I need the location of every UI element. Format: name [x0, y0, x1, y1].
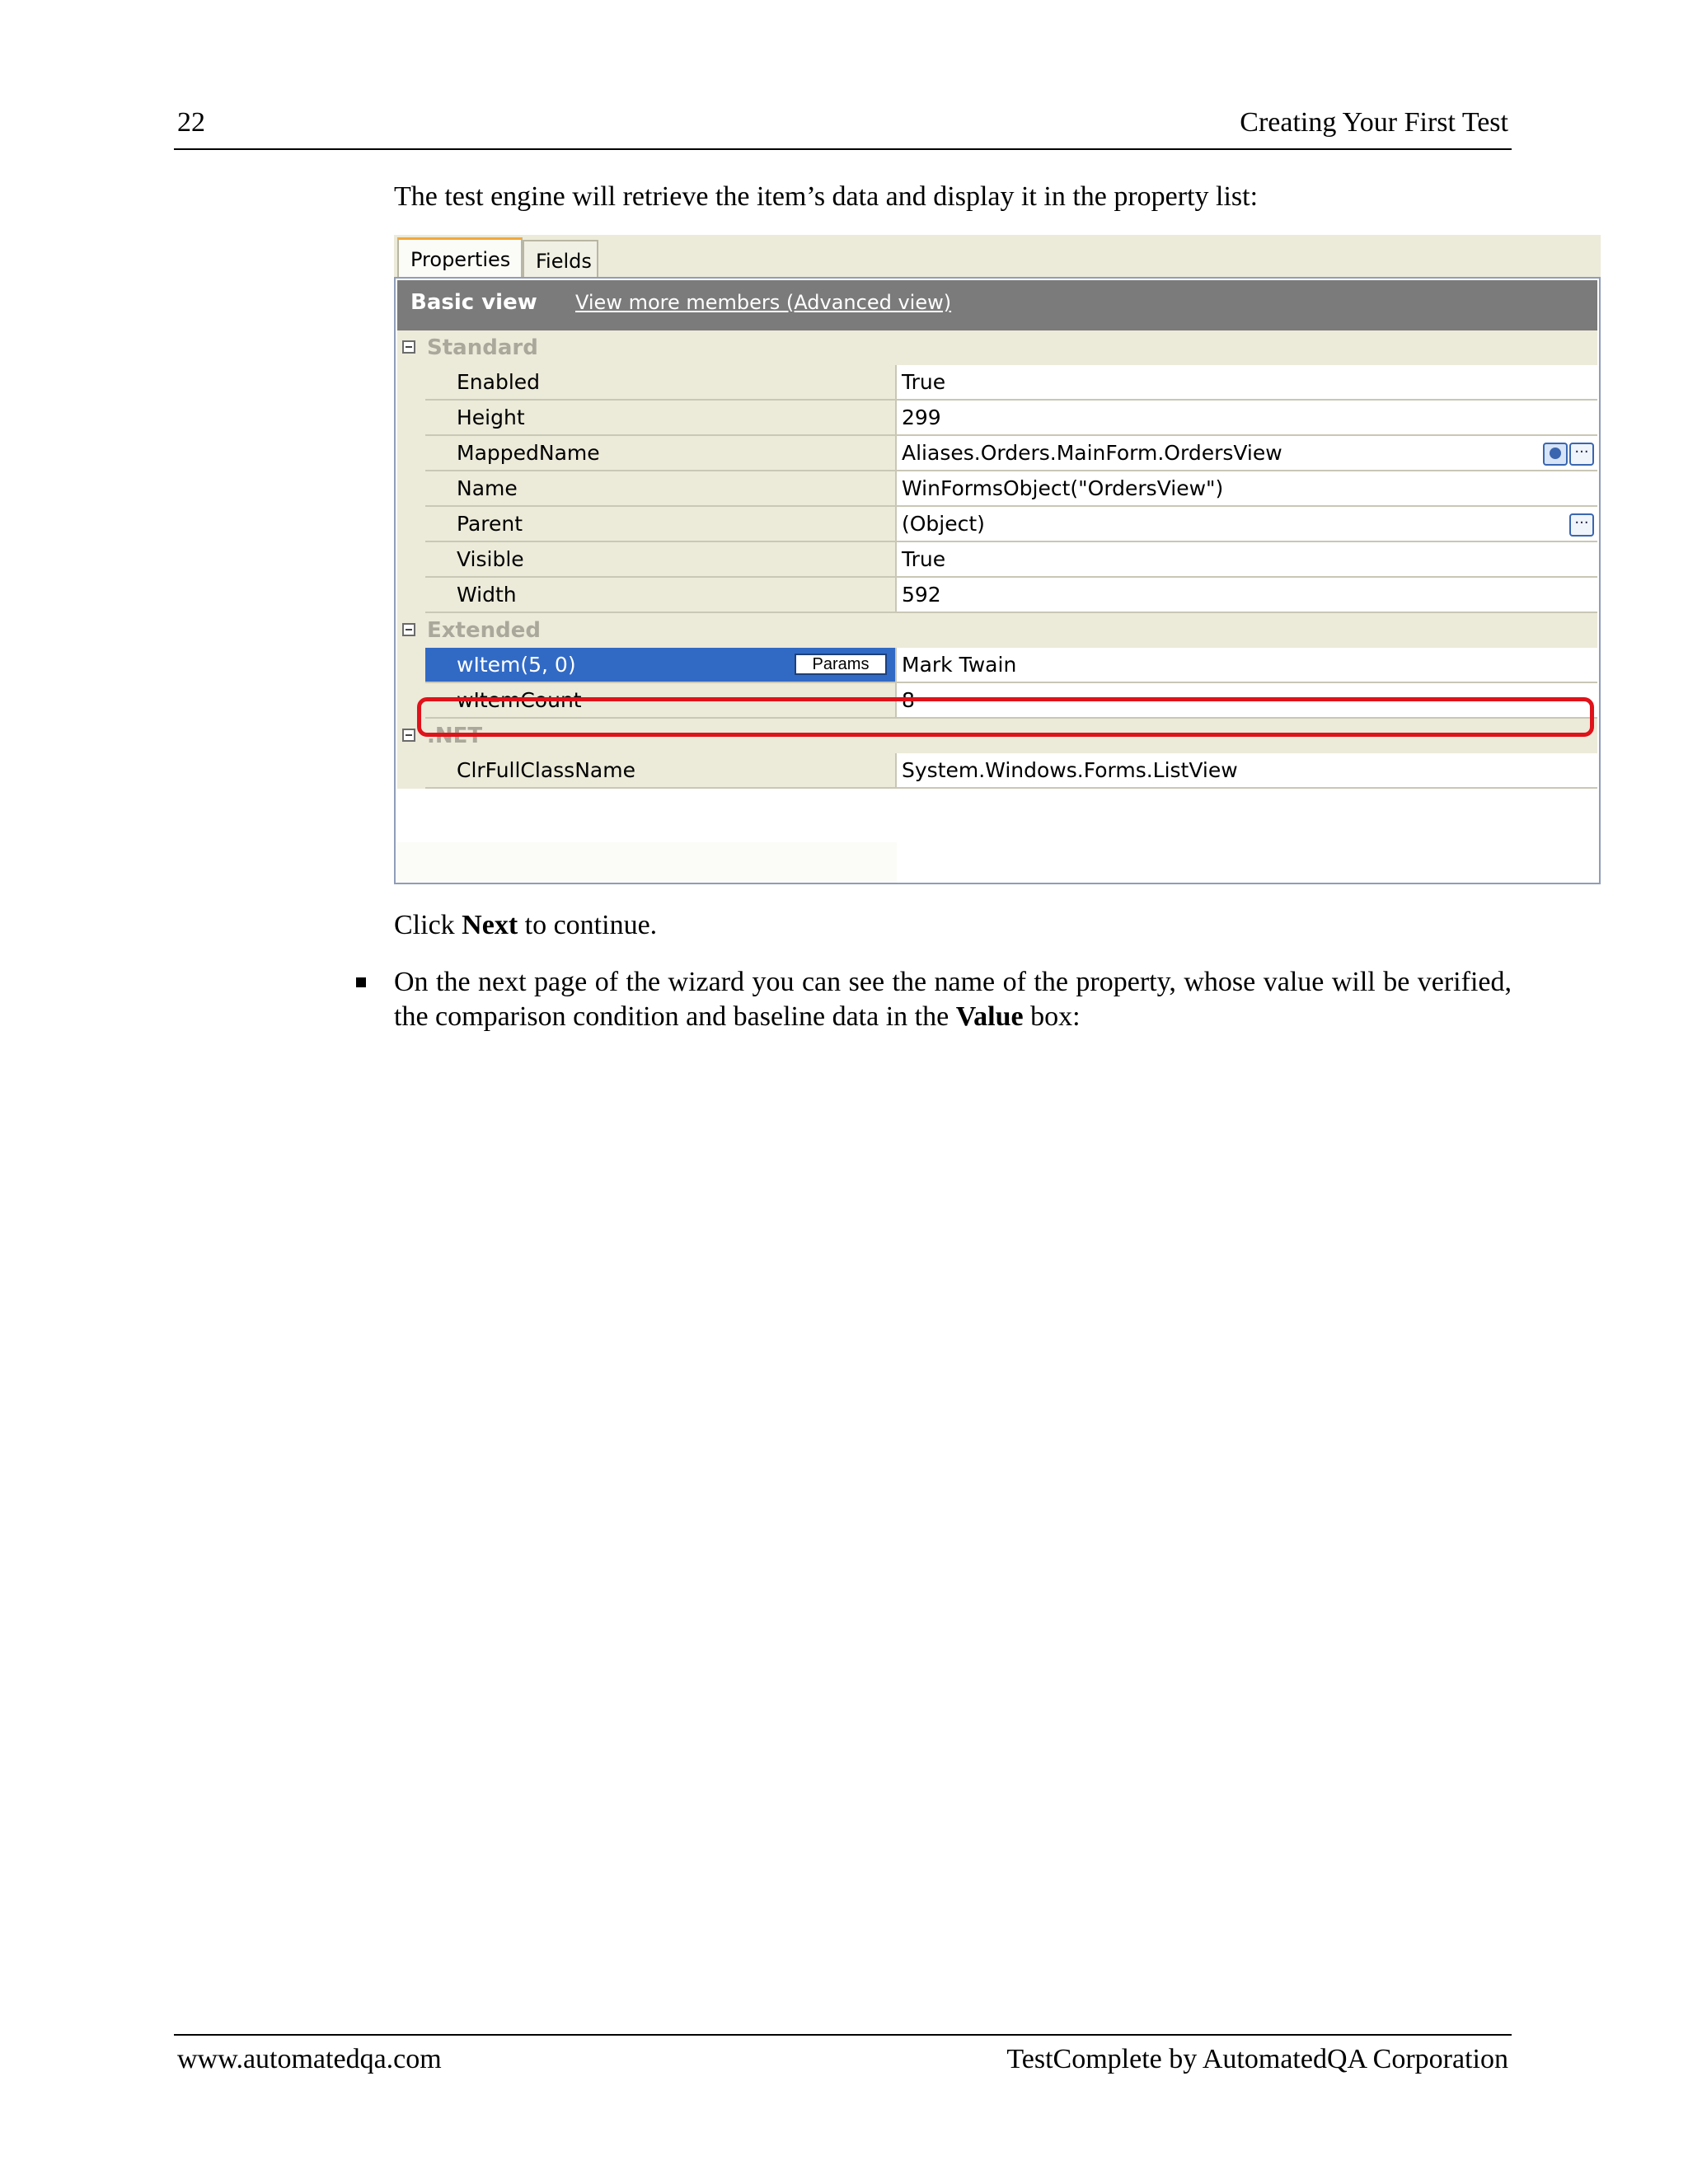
property-name: Visible [425, 542, 895, 578]
property-name: ClrFullClassName [425, 753, 895, 789]
tab-fields[interactable]: Fields [523, 240, 598, 279]
property-name: Width [425, 578, 895, 613]
property-value[interactable]: 8 [895, 683, 1597, 719]
collapse-icon[interactable] [402, 729, 415, 742]
property-row-witem[interactable] [397, 648, 1597, 683]
footer-product: TestComplete by AutomatedQA Corporation [1006, 2044, 1508, 2074]
intro-paragraph: The test engine will retrieve the item’s data and display it in the property list: [394, 181, 1259, 212]
property-grid [394, 277, 1601, 884]
property-name: MappedName [425, 436, 895, 471]
category-label: Extended [427, 618, 541, 643]
bullet-square-icon [356, 977, 366, 987]
text: to continue. [518, 910, 658, 940]
property-value[interactable]: (Object) [895, 507, 1597, 542]
category-label: .NET [427, 724, 483, 748]
value-keyword: Value [955, 1001, 1024, 1032]
category-extended[interactable] [397, 613, 1597, 649]
click-next-paragraph [394, 908, 657, 943]
property-row-parent[interactable] [397, 507, 1597, 542]
property-value[interactable]: True [895, 365, 1597, 401]
bullet-paragraph [394, 965, 1512, 1034]
property-row-mappedname[interactable] [397, 436, 1597, 471]
property-name: wItem(5, 0) [425, 648, 895, 683]
text: box: [1023, 1001, 1081, 1032]
text: Click [394, 910, 462, 940]
basic-view-title: Basic view [410, 290, 537, 315]
view-bar [397, 280, 1597, 330]
ellipsis-button[interactable]: ··· [1569, 443, 1594, 466]
collapse-icon[interactable] [402, 340, 415, 354]
next-keyword: Next [462, 910, 518, 940]
page-number: 22 [177, 107, 205, 138]
params-button[interactable]: Params [795, 654, 887, 675]
page-footer [174, 2034, 1512, 2085]
property-value[interactable]: Mark Twain [895, 648, 1597, 683]
footer-website: www.automatedqa.com [177, 2044, 442, 2074]
property-name: Name [425, 471, 895, 507]
empty-grid-area [397, 842, 1597, 883]
chapter-title: Creating Your First Test [1240, 107, 1508, 138]
property-name: wItemCount [425, 683, 895, 719]
ellipsis-button[interactable]: ··· [1569, 513, 1594, 537]
advanced-view-link[interactable]: View more members (Advanced view) [575, 291, 952, 314]
navigate-to-object-icon[interactable] [1543, 443, 1568, 466]
property-name: Height [425, 401, 895, 436]
category-standard[interactable] [397, 330, 1597, 367]
property-value[interactable]: 592 [895, 578, 1597, 613]
collapse-icon[interactable] [402, 623, 415, 636]
property-value[interactable]: Aliases.Orders.MainForm.OrdersView [895, 436, 1597, 471]
property-name: Parent [425, 507, 895, 542]
property-row-height[interactable] [397, 401, 1597, 436]
object-properties-panel [394, 235, 1601, 884]
property-row-width[interactable] [397, 578, 1597, 613]
property-value[interactable]: 299 [895, 401, 1597, 436]
property-name: Enabled [425, 365, 895, 401]
property-row-visible[interactable] [397, 542, 1597, 578]
text: On the next page of the wizard you can see the name of the property, whose value will be verified, the comparison condition and baseline data in the [394, 967, 1512, 1032]
property-row-name[interactable] [397, 471, 1597, 507]
property-row-clrfullclassname[interactable] [397, 753, 1597, 789]
property-row-witemcount[interactable] [397, 683, 1597, 719]
page-header [174, 107, 1512, 150]
category-label: Standard [427, 335, 538, 360]
property-value[interactable]: WinFormsObject("OrdersView") [895, 471, 1597, 507]
property-value[interactable]: System.Windows.Forms.ListView [895, 753, 1597, 789]
property-row-enabled[interactable] [397, 365, 1597, 401]
category-net[interactable] [397, 719, 1597, 755]
property-value[interactable]: True [895, 542, 1597, 578]
tab-properties[interactable]: Properties [397, 237, 523, 279]
